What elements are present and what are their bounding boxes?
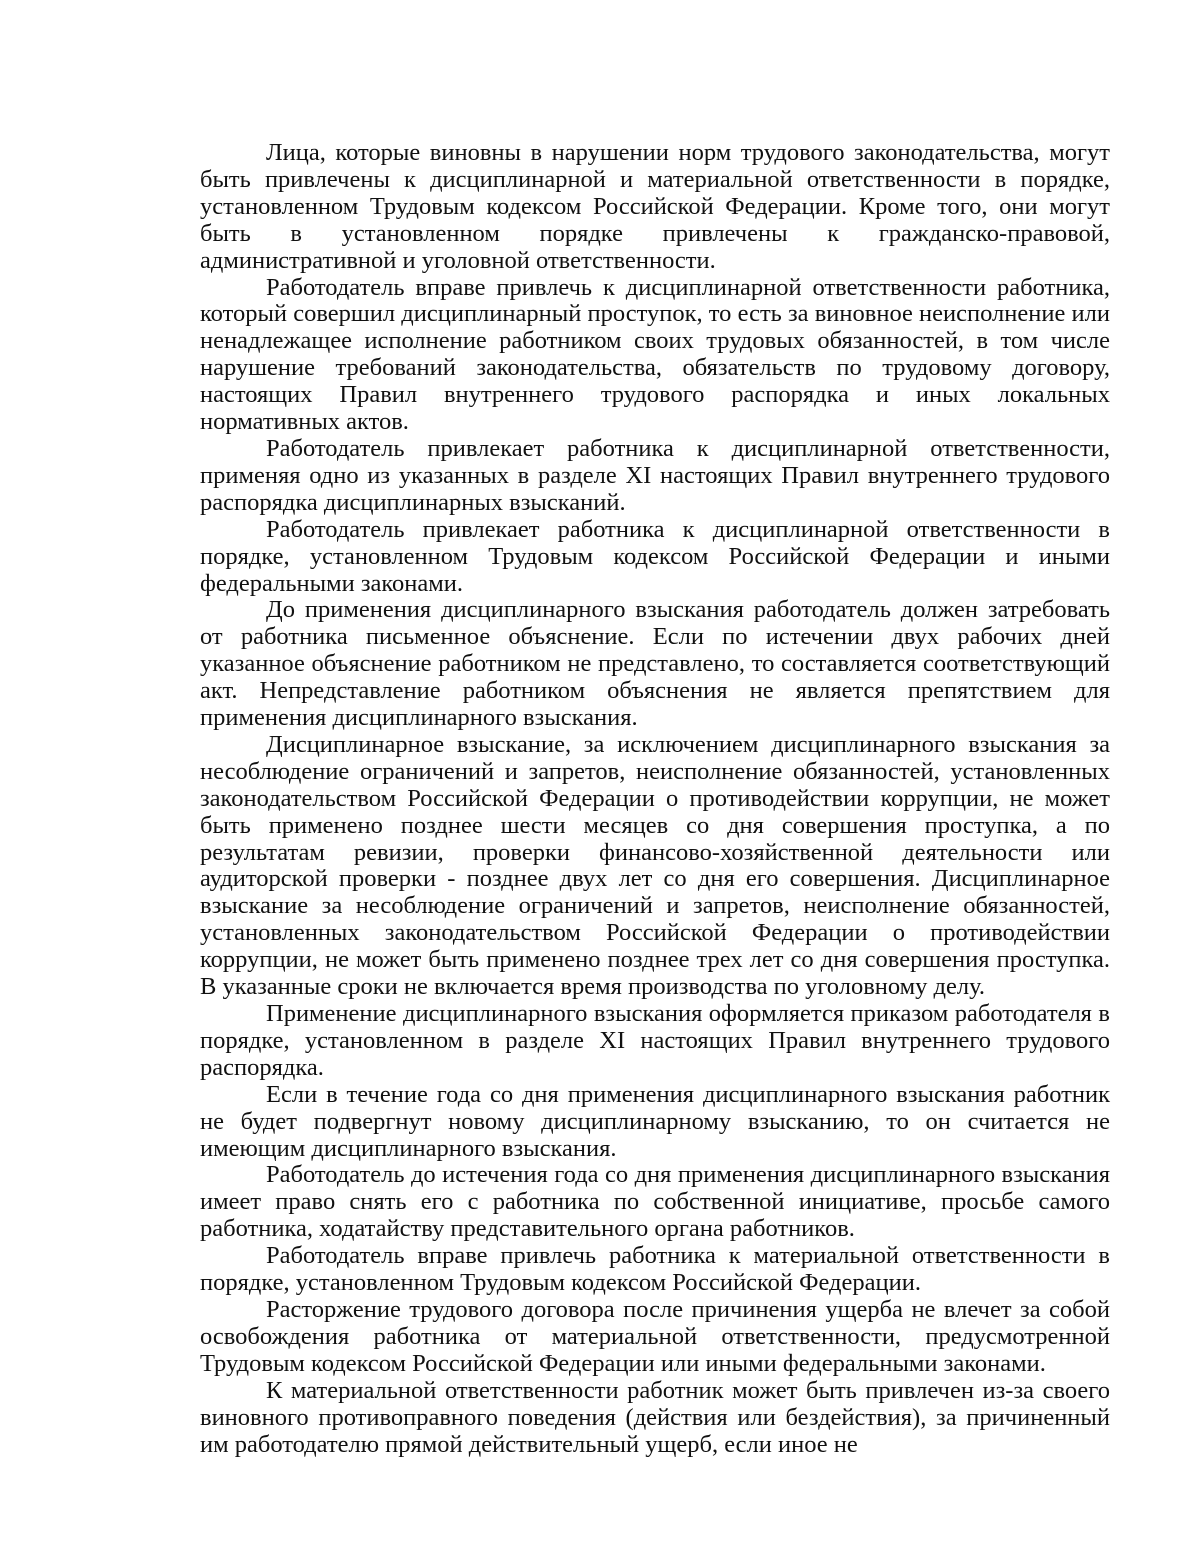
document-body (200, 140, 1110, 1458)
paragraph: Дисциплинарное взыскание, за исключением дисциплинарного взыскания за несоблюдение ограничений и запретов, неисполнение обязанностей, установленных законодательством Российской Федерации о противодействии коррупции, не может быть применено позднее шести месяцев со дня совершения проступка, а по результатам ревизии, проверки финансово-хозяйственной деятельности или аудиторской проверки - позднее двух лет со дня его совершения. Дисциплинарное взыскание за несоблюдение ограничений и запретов, неисполнение обязанностей, установленных законодательством Российской Федерации о противодействии коррупции, не может быть применено позднее трех лет со дня совершения проступка. В указанные сроки не включается время производства по уголовному делу. (200, 730, 1110, 1001)
paragraph: До применения дисциплинарного взыскания работодатель должен затребовать от работника письменное объяснение. Если по истечении двух рабочих дней указанное объяснение работником не представлено, то составляется соответствующий акт. Непредставление работником объяснения не является препятствием для применения дисциплинарного взыскания. (200, 596, 1110, 732)
paragraph: Работодатель привлекает работника к дисциплинарной ответственности, применяя одно из указанных в разделе XI настоящих Правил внутреннего трудового распорядка дисциплинарных взысканий. (200, 434, 1110, 516)
paragraph: Расторжение трудового договора после причинения ущерба не влечет за собой освобождения работника от материальной ответственности, предусмотренной Трудовым кодексом Российской Федерации или иными федеральными законами. (200, 1295, 1110, 1377)
paragraph: Лица, которые виновны в нарушении норм трудового законодательства, могут быть привлечены к дисциплинарной и материальной ответственности в порядке, установленном Трудовым кодексом Российской Федерации. Кроме того, они могут быть в установленном порядке привлечены к гражданско-правовой, административной и уголовной ответственности. (200, 139, 1110, 274)
paragraph: К материальной ответственности работник может быть привлечен из-за своего виновного противоправного поведения (действия или бездействия), за причиненный им работодателю прямой действительный ущерб, если иное не (200, 1376, 1110, 1458)
paragraph: Работодатель до истечения года со дня применения дисциплинарного взыскания имеет право снять его с работника по собственной инициативе, просьбе самого работника, ходатайству представительного органа работников. (200, 1161, 1110, 1243)
paragraph: Работодатель привлекает работника к дисциплинарной ответственности в порядке, установленном Трудовым кодексом Российской Федерации и иными федеральными законами. (200, 515, 1110, 597)
paragraph: Применение дисциплинарного взыскания оформляется приказом работодателя в порядке, установленном в разделе XI настоящих Правил внутреннего трудового распорядка. (200, 1000, 1110, 1081)
paragraph: Если в течение года со дня применения дисциплинарного взыскания работник не будет подвергнут новому дисциплинарному взысканию, то он считается не имеющим дисциплинарного взыскания. (200, 1080, 1110, 1162)
paragraph: Работодатель вправе привлечь к дисциплинарной ответственности работника, который совершил дисциплинарный проступок, то есть за виновное неисполнение или ненадлежащее исполнение работником своих трудовых обязанностей, в том числе нарушение требований законодательства, обязательств по трудовому договору, настоящих Правил внутреннего трудового распорядка и иных локальных нормативных актов. (200, 273, 1110, 436)
paragraph: Работодатель вправе привлечь работника к материальной ответственности в порядке, установленном Трудовым кодексом Российской Федерации. (200, 1242, 1110, 1297)
